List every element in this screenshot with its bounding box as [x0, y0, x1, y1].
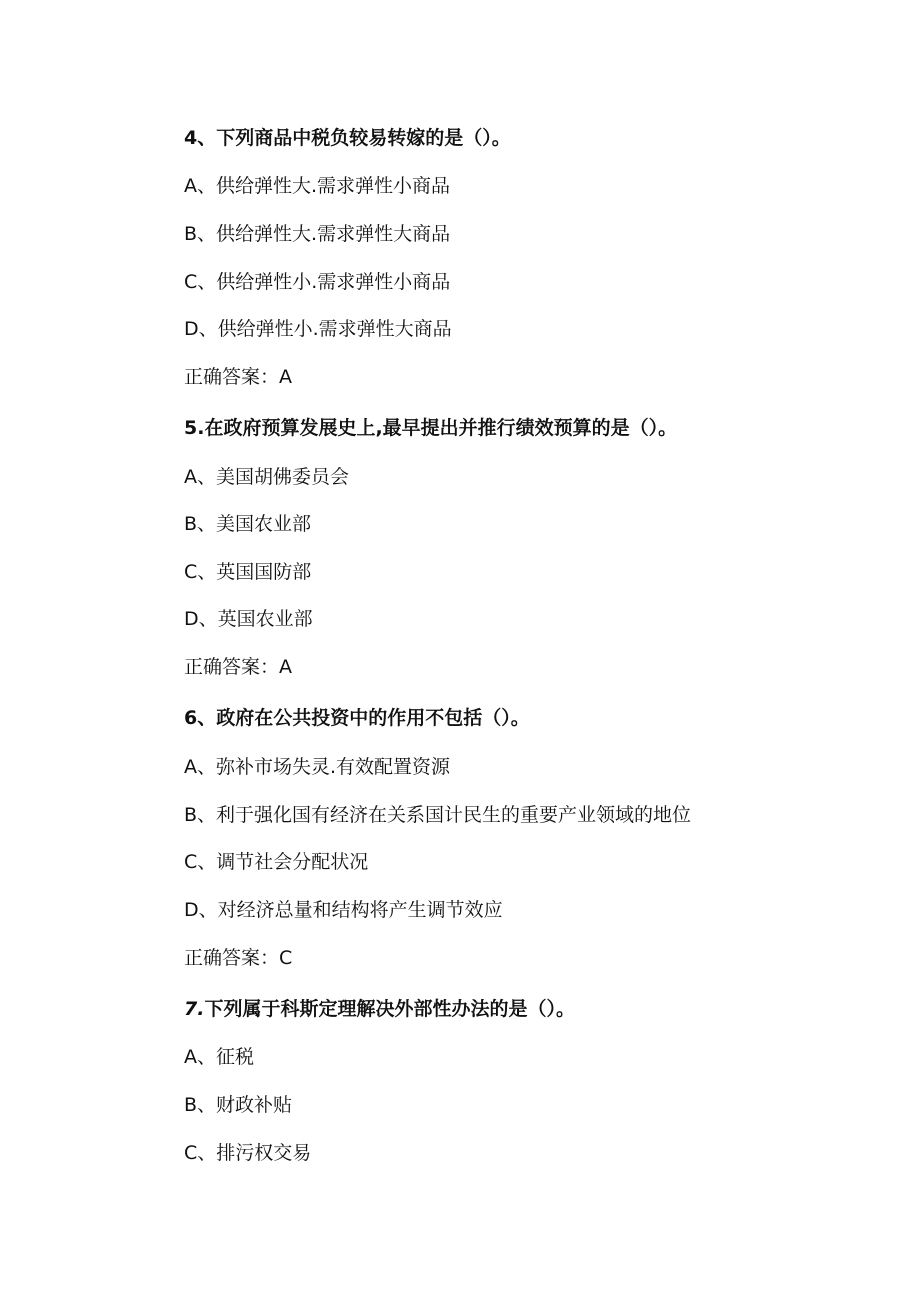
- question-6-answer: 正确答案：C: [184, 947, 293, 969]
- question-7-text: 下列属于科斯定理解决外部性办法的是（）。: [204, 998, 575, 1020]
- question-6-title: 6、政府在公共投资中的作用不包括（）。: [184, 707, 530, 729]
- question-5-option-b: B、美国农业部: [184, 513, 312, 535]
- question-5-answer: 正确答案：A: [184, 656, 292, 678]
- question-7-title: [184, 997, 575, 1021]
- question-4-option-c: C、供给弹性小.需求弹性小商品: [184, 271, 451, 293]
- question-6-option-d: D、对经济总量和结构将产生调节效应: [184, 899, 503, 921]
- question-7-option-b: B、财政补贴: [184, 1094, 293, 1116]
- question-7-option-a: A、征税: [184, 1046, 254, 1068]
- question-6-option-c: C、调节社会分配状况: [184, 851, 369, 873]
- question-4-option-a: A、供给弹性大.需求弹性小商品: [184, 175, 451, 197]
- question-6-option-b: B、利于强化国有经济在关系国计民生的重要产业领域的地位: [184, 804, 692, 826]
- question-4-answer: 正确答案：A: [184, 366, 292, 388]
- question-6-option-a: A、弥补市场失灵.有效配置资源: [184, 756, 451, 778]
- question-5-title: 5.在政府预算发展史上,最早提出并推行绩效预算的是（）。: [184, 417, 678, 439]
- question-4-title: 4、下列商品中税负较易转嫁的是（）。: [184, 127, 511, 149]
- question-5-option-a: A、美国胡佛委员会: [184, 466, 349, 488]
- question-5-option-d: D、英国农业部: [184, 608, 313, 630]
- question-7-option-c: C、排污权交易: [184, 1142, 312, 1164]
- question-4-option-d: D、供给弹性小.需求弹性大商品: [184, 318, 452, 340]
- question-5-option-c: C、英国国防部: [184, 561, 312, 583]
- question-7-number: 7.: [184, 998, 205, 1020]
- question-4-option-b: B、供给弹性大.需求弹性大商品: [184, 223, 451, 245]
